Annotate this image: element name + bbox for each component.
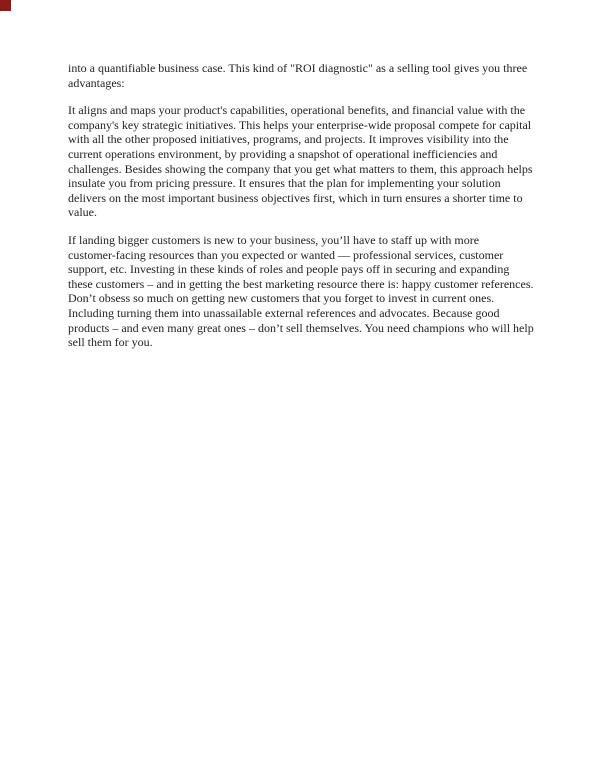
body-text — [68, 61, 568, 363]
text-line: products – and even many great ones – don’t sell themselves. You need champions who will help — [68, 320, 534, 335]
text-line: delivers on the most important business objectives first, which in turn ensures a shorter time to — [68, 190, 523, 205]
corner-marker — [0, 0, 11, 11]
text-line: It aligns and maps your product's capabilities, operational benefits, and financial value with the — [68, 103, 526, 118]
paragraph — [68, 103, 568, 220]
text-line: challenges. Besides showing the company that you get what matters to them, this approach helps — [68, 161, 533, 176]
text-line: company's key strategic initiatives. This helps your enterprise-wide proposal compete for capital — [68, 117, 532, 132]
text-line: support, etc. Investing in these kinds of roles and people pays off in securing and expanding — [68, 262, 510, 277]
text-line: insulate you from pricing pressure. It ensures that the plan for implementing your solution — [68, 176, 501, 191]
paragraph — [68, 61, 568, 90]
text-line: current operations environment, by providing a snapshot of operational inefficiencies and — [68, 146, 498, 161]
text-line: advantages: — [68, 75, 125, 90]
text-line: these customers – and in getting the best marketing resource there is: happy customer references. — [68, 276, 534, 291]
text-line: into a quantifiable business case. This kind of "ROI diagnostic" as a selling tool gives you three — [68, 61, 528, 75]
paragraph — [68, 233, 568, 350]
text-line: customer-facing resources than you expected or wanted — professional services, customer — [68, 247, 504, 262]
text-line: with all the other proposed initiatives, programs, and projects. It improves visibility into the — [68, 132, 509, 147]
text-line: Don’t obsess so much on getting new customers that you forget to invest in current ones. — [68, 291, 495, 306]
text-line: sell them for you. — [68, 335, 153, 350]
text-line: Including turning them into unassailable external references and advocates. Because good — [68, 305, 500, 320]
text-line: value. — [68, 205, 97, 220]
text-line: If landing bigger customers is new to your business, you’ll have to staff up with more — [68, 232, 480, 247]
